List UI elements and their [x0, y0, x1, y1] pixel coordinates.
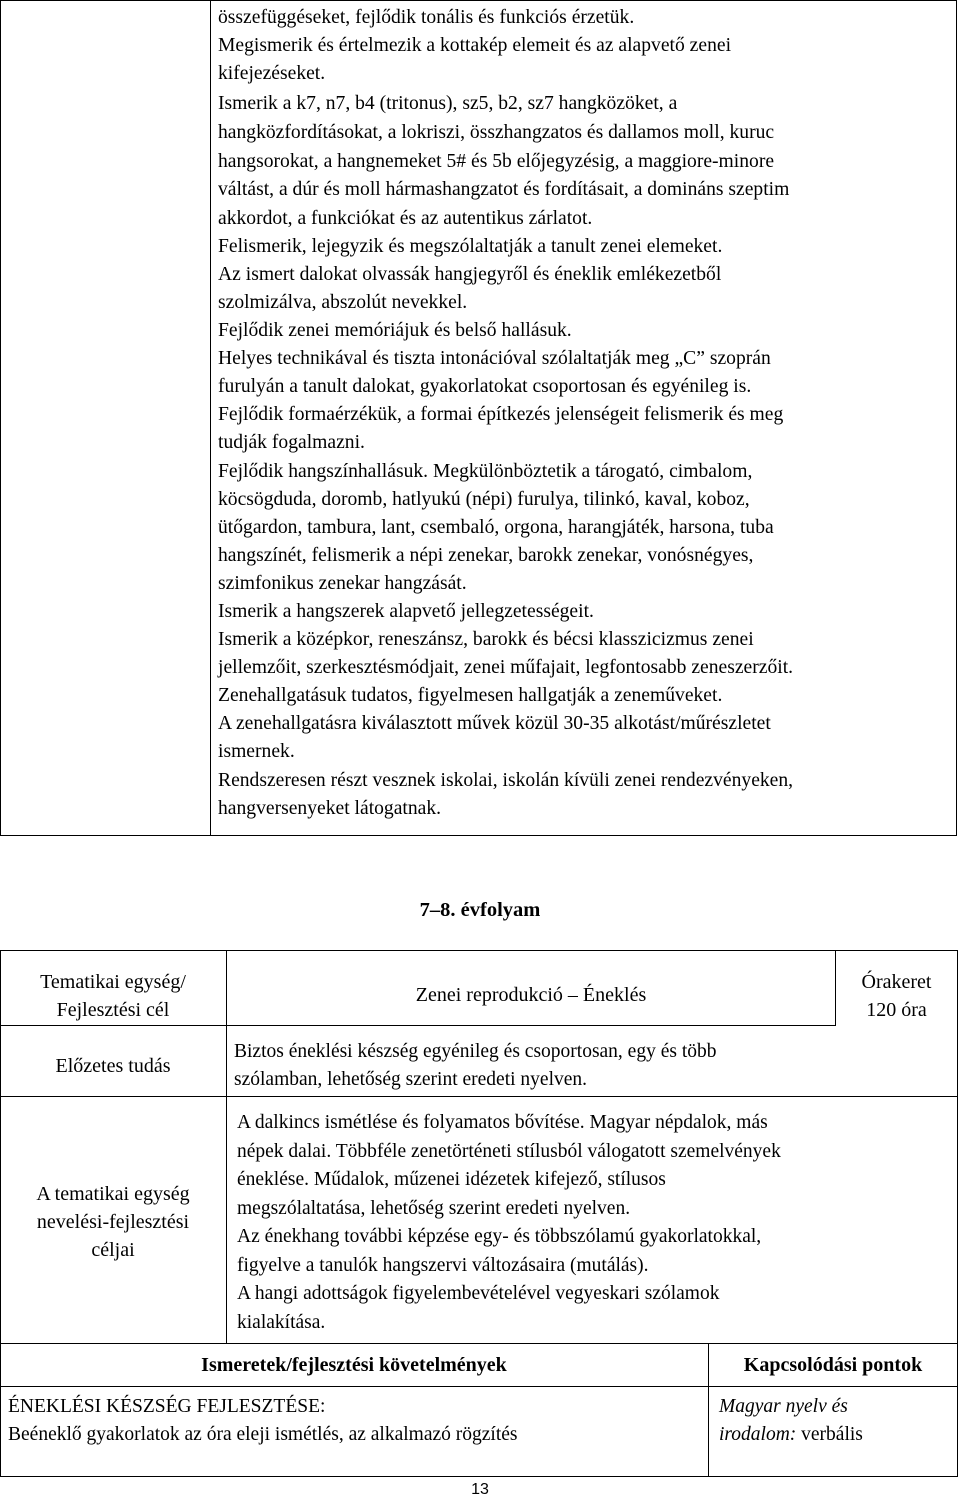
table-border	[957, 950, 958, 1477]
text-line: hangsorokat, a hangnemeket 5# és 5b előjegyzésig, a maggiore-minore	[218, 151, 775, 172]
text-line: Zenehallgatásuk tudatos, figyelmesen hallgatják a zeneműveket.	[218, 685, 723, 706]
grade-heading: 7–8. évfolyam	[419, 899, 541, 921]
text-line: Rendszeresen részt vesznek iskolai, iskolán kívüli zenei rendezvényeken,	[218, 770, 794, 791]
development-goals-text	[237, 1109, 781, 1337]
text-line: Fejlődik hangszínhallásuk. Megkülönböztetik a tárogató, cimbalom,	[218, 461, 753, 482]
hours-value: 120 óra	[866, 999, 927, 1021]
table-border	[0, 1476, 958, 1477]
text-line: köcsögduda, doromb, hatlyukú (népi) furulya, tilinkó, kaval, koboz,	[218, 489, 750, 510]
label-line: Tematikai egység/	[40, 971, 186, 993]
text-line: ismernek.	[218, 741, 295, 762]
learning-outcomes-text	[218, 4, 954, 834]
text-line: hangversenyeket látogatnak.	[218, 798, 442, 819]
text-line: Megismerik és értelmezik a kottakép elemeit és az alapvető zenei	[218, 35, 732, 56]
text-line: ÉNEKLÉSI KÉSZSÉG FEJLESZTÉSE:	[8, 1396, 326, 1417]
topic-title: Zenei reprodukció – Éneklés	[415, 984, 647, 1006]
text-line: Helyes technikával és tiszta intonációval szólaltatják meg „C” szoprán	[218, 348, 771, 369]
text-line: szolmizálva, abszolút nevekkel.	[218, 292, 468, 313]
text-line: népek dalai. Többféle zenetörténeti stílusból válogatott szemelvények	[237, 1140, 781, 1162]
text-line: akkordot, a funkciókat és az autentikus zárlatot.	[218, 208, 593, 229]
text-line: váltást, a dúr és moll hármashangzatot és fordításait, a domináns szeptim	[218, 179, 790, 200]
table-border	[0, 1025, 836, 1026]
development-goals-label	[0, 1180, 226, 1264]
label-line: A tematikai egység	[36, 1183, 190, 1205]
page-number: 13	[471, 1481, 489, 1498]
subject-name: irodalom:	[719, 1424, 797, 1445]
text-line: hangközfordításokat, a lokriszi, összhangzatos és dallamos moll, kuruc	[218, 122, 775, 143]
text-line: Biztos éneklési készség egyénileg és csoportosan, egy és több	[234, 1041, 717, 1062]
text-line: hangszínét, felismerik a népi zenekar, barokk zenekar, vonósnégyes,	[218, 545, 754, 566]
text-line: ütőgardon, tambura, lant, csembaló, orgona, harangjáték, harsona, tuba	[218, 517, 774, 538]
text-line: Ismerik a hangszerek alapvető jellegzetességeit.	[218, 601, 594, 622]
text-line: tudják fogalmazni.	[218, 432, 365, 453]
text-line: kialakítása.	[237, 1311, 326, 1333]
table-border	[0, 950, 958, 951]
text-line: kifejezéseket.	[218, 63, 326, 84]
subject-detail: verbális	[796, 1424, 863, 1445]
text-line: figyelve a tanulók hangszervi változásaira (mutálás).	[237, 1254, 649, 1276]
text-line: jellemzőit, szerkesztésmódjait, zenei műfajait, legfontosabb zeneszerzőit.	[218, 657, 794, 678]
label-line: Fejlesztési cél	[56, 999, 170, 1021]
connection-points-text	[719, 1393, 863, 1449]
text-line: megszólaltatása, lehetőség szerint eredeti nyelven.	[237, 1197, 631, 1219]
topic-label	[0, 968, 226, 1024]
text-line: furulyán a tanult dalokat, gyakorlatokat csoportosan és egyénileg is.	[218, 376, 752, 397]
text-line	[719, 1421, 863, 1449]
table-border	[0, 1386, 958, 1387]
text-line: A hangi adottságok figyelembevételével vegyeskari szólamok	[237, 1283, 720, 1304]
text-line: Beéneklő gyakorlatok az óra eleji ismétlés, az alkalmazó rögzítés	[8, 1424, 518, 1445]
text-line: éneklése. Műdalok, műzenei idézetek kifejező, stílusos	[237, 1169, 666, 1190]
text-line: A dalkincs ismétlése és folyamatos bővítése. Magyar népdalok, más	[237, 1112, 768, 1133]
table-border	[0, 1343, 958, 1344]
text-line: szólamban, lehetőség szerint eredeti nyelven.	[234, 1069, 588, 1090]
text-line: Fejlődik formaérzékük, a formai építkezés jelenségeit felismerik és meg	[218, 404, 784, 425]
text-line: Ismerik a középkor, reneszánsz, barokk és bécsi klasszicizmus zenei	[218, 629, 754, 650]
text-line: Ismerik a k7, n7, b4 (tritonus), sz5, b2, sz7 hangközöket, a	[218, 93, 678, 114]
text-line: összefüggéseket, fejlődik tonális és funkciós érzetük.	[218, 7, 635, 28]
text-line: Az énekhang további képzése egy- és többszólamú gyakorlatokkal,	[237, 1226, 762, 1247]
hours-frame	[836, 968, 957, 1024]
connections-header: Kapcsolódási pontok	[743, 1354, 923, 1376]
text-line: Magyar nyelv és	[719, 1396, 848, 1417]
prior-knowledge-label: Előzetes tudás	[55, 1055, 171, 1077]
prior-knowledge-text	[234, 1038, 717, 1094]
text-line: szimfonikus zenekar hangzását.	[218, 573, 467, 594]
singing-skills-text	[8, 1393, 518, 1449]
label-line: céljai	[91, 1239, 135, 1261]
text-line: A zenehallgatásra kiválasztott művek közül 30-35 alkotást/műrészletet	[218, 713, 771, 734]
hours-label: Órakeret	[861, 971, 932, 993]
text-line: Fejlődik zenei memóriájuk és belső hallásuk.	[218, 320, 572, 341]
requirements-header: Ismeretek/fejlesztési követelmények	[201, 1354, 507, 1376]
table-border	[0, 1096, 958, 1097]
text-line: Az ismert dalokat olvassák hangjegyről és éneklik emlékezetből	[218, 264, 722, 285]
label-line: nevelési-fejlesztési	[36, 1211, 190, 1233]
table-border	[226, 950, 227, 1344]
column-divider	[210, 0, 211, 836]
text-line: Felismerik, lejegyzik és megszólaltatják a tanult zenei elemeket.	[218, 236, 723, 257]
